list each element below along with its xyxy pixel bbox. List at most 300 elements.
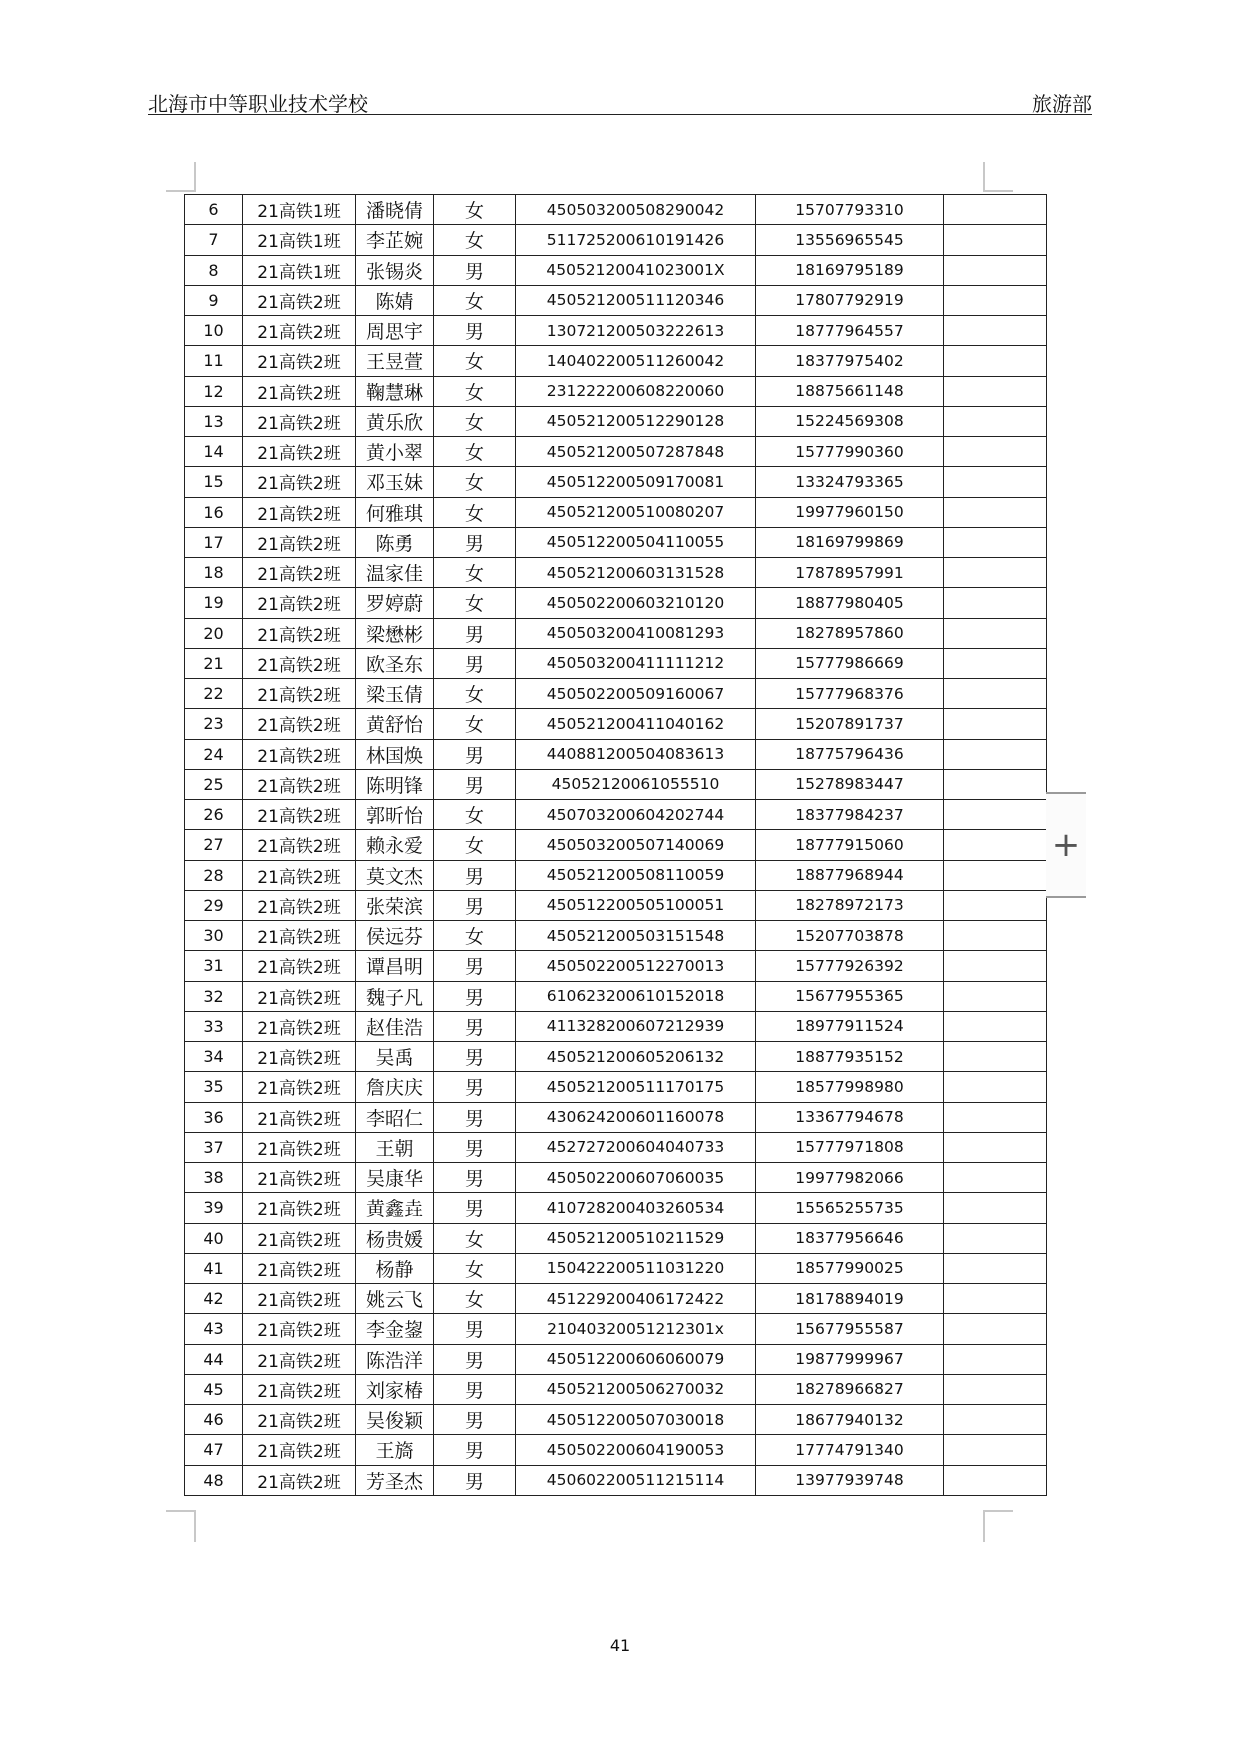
phone-cell: 17878957991 <box>756 558 944 588</box>
name-cell: 李昭仁 <box>356 1102 434 1132</box>
name-cell: 赵佳浩 <box>356 1011 434 1041</box>
name-cell: 邓玉妹 <box>356 467 434 497</box>
remark-cell <box>944 195 1047 225</box>
gender-cell: 女 <box>434 406 516 436</box>
row-number: 39 <box>185 1193 243 1223</box>
class-cell: 21高铁2班 <box>243 709 356 739</box>
remark-cell <box>944 1223 1047 1253</box>
phone-cell: 18677940132 <box>756 1405 944 1435</box>
table-row <box>185 951 1047 981</box>
gender-cell: 男 <box>434 1193 516 1223</box>
class-cell: 21高铁2班 <box>243 1374 356 1404</box>
id-number-cell: 450503200507140069 <box>516 830 756 860</box>
name-cell: 王旖 <box>356 1435 434 1465</box>
remark-cell <box>944 618 1047 648</box>
remark-cell <box>944 225 1047 255</box>
id-number-cell: 451229200406172422 <box>516 1284 756 1314</box>
remark-cell <box>944 830 1047 860</box>
row-number: 6 <box>185 195 243 225</box>
table-row <box>185 1042 1047 1072</box>
name-cell: 赖永爱 <box>356 830 434 860</box>
id-number-cell: 450503200410081293 <box>516 618 756 648</box>
class-cell: 21高铁2班 <box>243 1072 356 1102</box>
remark-cell <box>944 648 1047 678</box>
crop-mark-bottom-left-h <box>166 1510 196 1512</box>
id-number-cell: 610623200610152018 <box>516 981 756 1011</box>
id-number-cell: 430624200601160078 <box>516 1102 756 1132</box>
table-row <box>185 830 1047 860</box>
row-number: 14 <box>185 437 243 467</box>
table-row <box>185 648 1047 678</box>
remark-cell <box>944 255 1047 285</box>
id-number-cell: 450703200604202744 <box>516 800 756 830</box>
row-number: 26 <box>185 800 243 830</box>
table-row <box>185 497 1047 527</box>
remark-cell <box>944 1253 1047 1283</box>
name-cell: 莫文杰 <box>356 860 434 890</box>
school-name: 北海市中等职业技术学校 <box>148 92 368 116</box>
row-number: 25 <box>185 769 243 799</box>
gender-cell: 女 <box>434 376 516 406</box>
name-cell: 吴俊颖 <box>356 1405 434 1435</box>
name-cell: 鞠慧琳 <box>356 376 434 406</box>
phone-cell: 13977939748 <box>756 1465 944 1495</box>
remark-cell <box>944 558 1047 588</box>
id-number-cell: 450512200507030018 <box>516 1405 756 1435</box>
remark-cell <box>944 739 1047 769</box>
table-row <box>185 1284 1047 1314</box>
remark-cell <box>944 860 1047 890</box>
remark-cell <box>944 588 1047 618</box>
gender-cell: 女 <box>434 285 516 315</box>
class-cell: 21高铁2班 <box>243 618 356 648</box>
phone-cell: 15777968376 <box>756 679 944 709</box>
class-cell: 21高铁2班 <box>243 467 356 497</box>
table-row <box>185 1163 1047 1193</box>
row-number: 15 <box>185 467 243 497</box>
phone-cell: 15777971808 <box>756 1132 944 1162</box>
crop-mark-bottom-right-h <box>983 1510 1013 1512</box>
row-number: 24 <box>185 739 243 769</box>
id-number-cell: 450503200411111212 <box>516 648 756 678</box>
table-row <box>185 769 1047 799</box>
phone-cell: 15207891737 <box>756 709 944 739</box>
phone-cell: 18777964557 <box>756 316 944 346</box>
class-cell: 21高铁2班 <box>243 1132 356 1162</box>
id-number-cell: 450502200509160067 <box>516 679 756 709</box>
row-number: 12 <box>185 376 243 406</box>
name-cell: 温家佳 <box>356 558 434 588</box>
crop-mark-top-left-v <box>194 162 196 192</box>
table-row <box>185 1072 1047 1102</box>
name-cell: 刘家椿 <box>356 1374 434 1404</box>
name-cell: 梁玉倩 <box>356 679 434 709</box>
name-cell: 陈浩洋 <box>356 1344 434 1374</box>
phone-cell: 17774791340 <box>756 1435 944 1465</box>
row-number: 16 <box>185 497 243 527</box>
table-row <box>185 437 1047 467</box>
id-number-cell: 450521200506270032 <box>516 1374 756 1404</box>
plus-icon: + <box>1051 825 1081 865</box>
header-rule <box>148 114 1092 115</box>
row-number: 27 <box>185 830 243 860</box>
table-row <box>185 588 1047 618</box>
remark-cell <box>944 406 1047 436</box>
gender-cell: 男 <box>434 1374 516 1404</box>
row-number: 47 <box>185 1435 243 1465</box>
gender-cell: 男 <box>434 1163 516 1193</box>
remark-cell <box>944 467 1047 497</box>
id-number-cell: 450521200511170175 <box>516 1072 756 1102</box>
name-cell: 郭昕怡 <box>356 800 434 830</box>
id-number-cell: 411328200607212939 <box>516 1011 756 1041</box>
name-cell: 黄舒怡 <box>356 709 434 739</box>
name-cell: 姚云飞 <box>356 1284 434 1314</box>
remark-cell <box>944 1284 1047 1314</box>
id-number-cell: 511725200610191426 <box>516 225 756 255</box>
row-number: 7 <box>185 225 243 255</box>
id-number-cell: 450521200508110059 <box>516 860 756 890</box>
id-number-cell: 450512200504110055 <box>516 527 756 557</box>
phone-cell: 18169795189 <box>756 255 944 285</box>
name-cell: 陈明锋 <box>356 769 434 799</box>
class-cell: 21高铁2班 <box>243 1405 356 1435</box>
gender-cell: 女 <box>434 346 516 376</box>
gender-cell: 女 <box>434 709 516 739</box>
name-cell: 何雅琪 <box>356 497 434 527</box>
id-number-cell: 450602200511215114 <box>516 1465 756 1495</box>
row-number: 32 <box>185 981 243 1011</box>
table-row <box>185 1314 1047 1344</box>
table-row <box>185 1011 1047 1041</box>
class-cell: 21高铁2班 <box>243 316 356 346</box>
table-row <box>185 1344 1047 1374</box>
crop-mark-top-right-h <box>983 190 1013 192</box>
remark-cell <box>944 1042 1047 1072</box>
gender-cell: 女 <box>434 195 516 225</box>
class-cell: 21高铁2班 <box>243 497 356 527</box>
crop-mark-bottom-right-v <box>983 1510 985 1542</box>
phone-cell: 18278966827 <box>756 1374 944 1404</box>
add-button[interactable] <box>1046 792 1086 898</box>
id-number-cell: 450521200503151548 <box>516 921 756 951</box>
table-row <box>185 1435 1047 1465</box>
phone-cell: 15777926392 <box>756 951 944 981</box>
phone-cell: 15677955365 <box>756 981 944 1011</box>
remark-cell <box>944 376 1047 406</box>
table-row <box>185 921 1047 951</box>
class-cell: 21高铁2班 <box>243 1284 356 1314</box>
remark-cell <box>944 1011 1047 1041</box>
name-cell: 王昱萱 <box>356 346 434 376</box>
class-cell: 21高铁2班 <box>243 860 356 890</box>
table-row <box>185 679 1047 709</box>
id-number-cell: 450521200510080207 <box>516 497 756 527</box>
row-number: 13 <box>185 406 243 436</box>
remark-cell <box>944 497 1047 527</box>
name-cell: 梁懋彬 <box>356 618 434 648</box>
crop-mark-bottom-left-v <box>194 1510 196 1542</box>
remark-cell <box>944 1374 1047 1404</box>
remark-cell <box>944 951 1047 981</box>
remark-cell <box>944 285 1047 315</box>
gender-cell: 男 <box>434 648 516 678</box>
page-number: 41 <box>609 1636 631 1655</box>
remark-cell <box>944 1465 1047 1495</box>
id-number-cell: 450521200603131528 <box>516 558 756 588</box>
gender-cell: 男 <box>434 255 516 285</box>
phone-cell: 19877999967 <box>756 1344 944 1374</box>
class-cell: 21高铁1班 <box>243 195 356 225</box>
gender-cell: 男 <box>434 860 516 890</box>
phone-cell: 18877968944 <box>756 860 944 890</box>
name-cell: 李金鋆 <box>356 1314 434 1344</box>
table-row <box>185 316 1047 346</box>
class-cell: 21高铁2班 <box>243 558 356 588</box>
table-row <box>185 739 1047 769</box>
row-number: 17 <box>185 527 243 557</box>
phone-cell: 15207703878 <box>756 921 944 951</box>
name-cell: 潘晓倩 <box>356 195 434 225</box>
id-number-cell: 410728200403260534 <box>516 1193 756 1223</box>
class-cell: 21高铁2班 <box>243 1193 356 1223</box>
name-cell: 黄乐欣 <box>356 406 434 436</box>
remark-cell <box>944 527 1047 557</box>
phone-cell: 13324793365 <box>756 467 944 497</box>
row-number: 21 <box>185 648 243 678</box>
name-cell: 林国焕 <box>356 739 434 769</box>
name-cell: 张锡炎 <box>356 255 434 285</box>
name-cell: 陈婧 <box>356 285 434 315</box>
remark-cell <box>944 1102 1047 1132</box>
remark-cell <box>944 1344 1047 1374</box>
phone-cell: 13556965545 <box>756 225 944 255</box>
gender-cell: 女 <box>434 437 516 467</box>
remark-cell <box>944 800 1047 830</box>
gender-cell: 女 <box>434 467 516 497</box>
id-number-cell: 450521200411040162 <box>516 709 756 739</box>
table-row <box>185 255 1047 285</box>
class-cell: 21高铁2班 <box>243 830 356 860</box>
id-number-cell: 450502200512270013 <box>516 951 756 981</box>
name-cell: 黄小翠 <box>356 437 434 467</box>
class-cell: 21高铁1班 <box>243 255 356 285</box>
name-cell: 杨静 <box>356 1253 434 1283</box>
gender-cell: 男 <box>434 527 516 557</box>
class-cell: 21高铁2班 <box>243 1042 356 1072</box>
phone-cell: 18577990025 <box>756 1253 944 1283</box>
row-number: 37 <box>185 1132 243 1162</box>
class-cell: 21高铁2班 <box>243 648 356 678</box>
phone-cell: 15224569308 <box>756 406 944 436</box>
gender-cell: 男 <box>434 951 516 981</box>
name-cell: 芳圣杰 <box>356 1465 434 1495</box>
remark-cell <box>944 1132 1047 1162</box>
id-number-cell: 450512200606060079 <box>516 1344 756 1374</box>
table-row <box>185 1223 1047 1253</box>
id-number-cell: 140402200511260042 <box>516 346 756 376</box>
row-number: 19 <box>185 588 243 618</box>
row-number: 20 <box>185 618 243 648</box>
table-row <box>185 346 1047 376</box>
class-cell: 21高铁2班 <box>243 769 356 799</box>
class-cell: 21高铁2班 <box>243 951 356 981</box>
name-cell: 黄鑫垚 <box>356 1193 434 1223</box>
phone-cell: 18977911524 <box>756 1011 944 1041</box>
class-cell: 21高铁2班 <box>243 1102 356 1132</box>
phone-cell: 18169799869 <box>756 527 944 557</box>
name-cell: 侯远芬 <box>356 921 434 951</box>
crop-mark-top-right-v <box>983 162 985 192</box>
name-cell: 张荣滨 <box>356 890 434 920</box>
phone-cell: 15677955587 <box>756 1314 944 1344</box>
class-cell: 21高铁1班 <box>243 225 356 255</box>
gender-cell: 男 <box>434 1011 516 1041</box>
id-number-cell: 450502200607060035 <box>516 1163 756 1193</box>
class-cell: 21高铁2班 <box>243 981 356 1011</box>
id-number-cell: 21040320051212301x <box>516 1314 756 1344</box>
gender-cell: 女 <box>434 558 516 588</box>
id-number-cell: 450521200510211529 <box>516 1223 756 1253</box>
row-number: 23 <box>185 709 243 739</box>
phone-cell: 15777986669 <box>756 648 944 678</box>
phone-cell: 15565255735 <box>756 1193 944 1223</box>
gender-cell: 男 <box>434 1132 516 1162</box>
name-cell: 杨贵媛 <box>356 1223 434 1253</box>
gender-cell: 女 <box>434 921 516 951</box>
remark-cell <box>944 1435 1047 1465</box>
id-number-cell: 450521200511120346 <box>516 285 756 315</box>
gender-cell: 男 <box>434 1072 516 1102</box>
id-number-cell: 450512200509170081 <box>516 467 756 497</box>
phone-cell: 15777990360 <box>756 437 944 467</box>
gender-cell: 女 <box>434 1253 516 1283</box>
phone-cell: 18278972173 <box>756 890 944 920</box>
table-row <box>185 195 1047 225</box>
row-number: 44 <box>185 1344 243 1374</box>
table-row <box>185 376 1047 406</box>
gender-cell: 女 <box>434 1284 516 1314</box>
class-cell: 21高铁2班 <box>243 739 356 769</box>
gender-cell: 男 <box>434 739 516 769</box>
phone-cell: 15707793310 <box>756 195 944 225</box>
table-row <box>185 467 1047 497</box>
name-cell: 李芷婉 <box>356 225 434 255</box>
remark-cell <box>944 769 1047 799</box>
class-cell: 21高铁2班 <box>243 1314 356 1344</box>
id-number-cell: 450521200512290128 <box>516 406 756 436</box>
id-number-cell: 450502200604190053 <box>516 1435 756 1465</box>
phone-cell: 18877980405 <box>756 588 944 618</box>
class-cell: 21高铁2班 <box>243 1435 356 1465</box>
phone-cell: 19977982066 <box>756 1163 944 1193</box>
name-cell: 詹庆庆 <box>356 1072 434 1102</box>
gender-cell: 女 <box>434 497 516 527</box>
phone-cell: 18577998980 <box>756 1072 944 1102</box>
class-cell: 21高铁2班 <box>243 1011 356 1041</box>
remark-cell <box>944 1072 1047 1102</box>
table-row <box>185 709 1047 739</box>
table-row <box>185 558 1047 588</box>
id-number-cell: 231222200608220060 <box>516 376 756 406</box>
row-number: 46 <box>185 1405 243 1435</box>
class-cell: 21高铁2班 <box>243 890 356 920</box>
table-row <box>185 285 1047 315</box>
row-number: 31 <box>185 951 243 981</box>
row-number: 42 <box>185 1284 243 1314</box>
table-row <box>185 860 1047 890</box>
student-roster-table <box>184 194 1047 1496</box>
phone-cell: 18377975402 <box>756 346 944 376</box>
gender-cell: 男 <box>434 1102 516 1132</box>
phone-cell: 18777915060 <box>756 830 944 860</box>
gender-cell: 女 <box>434 588 516 618</box>
row-number: 40 <box>185 1223 243 1253</box>
id-number-cell: 450512200505100051 <box>516 890 756 920</box>
gender-cell: 男 <box>434 1314 516 1344</box>
id-number-cell: 452727200604040733 <box>516 1132 756 1162</box>
phone-cell: 17807792919 <box>756 285 944 315</box>
class-cell: 21高铁2班 <box>243 376 356 406</box>
row-number: 34 <box>185 1042 243 1072</box>
class-cell: 21高铁2班 <box>243 437 356 467</box>
name-cell: 王朝 <box>356 1132 434 1162</box>
remark-cell <box>944 981 1047 1011</box>
name-cell: 谭昌明 <box>356 951 434 981</box>
row-number: 11 <box>185 346 243 376</box>
phone-cell: 18377984237 <box>756 800 944 830</box>
department-name: 旅游部 <box>1032 92 1092 116</box>
table-row <box>185 1253 1047 1283</box>
class-cell: 21高铁2班 <box>243 527 356 557</box>
gender-cell: 女 <box>434 225 516 255</box>
phone-cell: 18877935152 <box>756 1042 944 1072</box>
name-cell: 吴康华 <box>356 1163 434 1193</box>
table-row <box>185 618 1047 648</box>
remark-cell <box>944 921 1047 951</box>
name-cell: 陈勇 <box>356 527 434 557</box>
id-number-cell: 45052120061055510 <box>516 769 756 799</box>
gender-cell: 女 <box>434 800 516 830</box>
table-row <box>185 800 1047 830</box>
phone-cell: 13367794678 <box>756 1102 944 1132</box>
row-number: 36 <box>185 1102 243 1132</box>
remark-cell <box>944 316 1047 346</box>
class-cell: 21高铁2班 <box>243 921 356 951</box>
phone-cell: 18875661148 <box>756 376 944 406</box>
gender-cell: 男 <box>434 890 516 920</box>
remark-cell <box>944 1314 1047 1344</box>
table-row <box>185 981 1047 1011</box>
table-row <box>185 890 1047 920</box>
table-row <box>185 1405 1047 1435</box>
row-number: 10 <box>185 316 243 346</box>
class-cell: 21高铁2班 <box>243 346 356 376</box>
id-number-cell: 150422200511031220 <box>516 1253 756 1283</box>
remark-cell <box>944 709 1047 739</box>
id-number-cell: 450521200605206132 <box>516 1042 756 1072</box>
row-number: 33 <box>185 1011 243 1041</box>
row-number: 38 <box>185 1163 243 1193</box>
class-cell: 21高铁2班 <box>243 285 356 315</box>
table-row <box>185 406 1047 436</box>
name-cell: 欧圣东 <box>356 648 434 678</box>
remark-cell <box>944 679 1047 709</box>
id-number-cell: 450503200508290042 <box>516 195 756 225</box>
gender-cell: 男 <box>434 981 516 1011</box>
phone-cell: 18775796436 <box>756 739 944 769</box>
gender-cell: 男 <box>434 1435 516 1465</box>
